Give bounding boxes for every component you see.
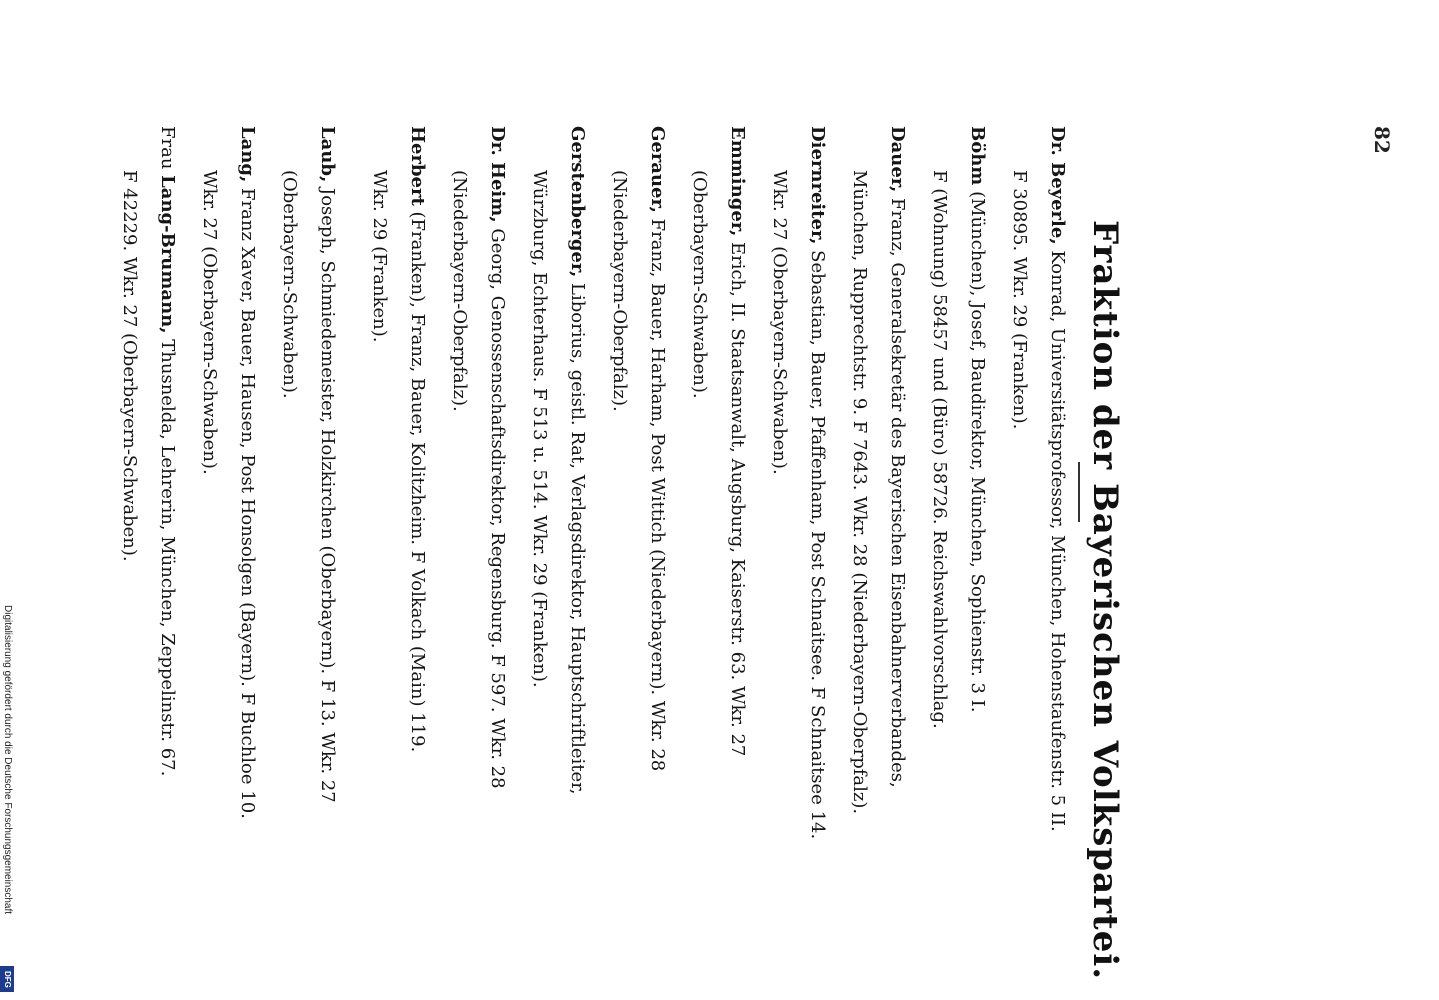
title-divider: [1078, 462, 1080, 522]
member-name: Dr. Beyerle,: [1047, 126, 1068, 245]
member-name: Herbert: [407, 126, 428, 206]
member-entry: [600, 126, 676, 866]
member-name: Dauer,: [887, 126, 908, 193]
member-name: Diernreiter,: [807, 126, 828, 245]
member-details: (Franken), Franz, Bauer, Kolitzheim. F Volkach (Main) 119.: [407, 205, 428, 753]
member-details: Thusnelda, Lehrerin, München, Zeppelinstr. 67.: [157, 333, 178, 777]
member-details: Franz Xaver, Bauer, Hausen, Post Honsolgen (Bayern). F Buchloe 10.: [237, 182, 258, 819]
member-details: Joseph, Schmiedemeister, Holzkirchen (Oberbayern). F 13. Wkr. 27: [317, 182, 338, 803]
member-details-cont: Wkr. 27 (Oberbayern-Schwaben).: [769, 170, 790, 475]
member-name: Lang-Brumann,: [157, 175, 178, 334]
member-details: Konrad, Universitätsprofessor, München, Hohenstaufenstr. 5 II.: [1047, 244, 1068, 832]
member-entry: [1000, 126, 1076, 866]
member-details-cont: F 30895. Wkr. 29 (Franken).: [1009, 170, 1030, 430]
member-details: Franz, Generalsekretär des Bayerischen Eisenbahnerverbandes,: [887, 192, 908, 788]
member-name: Laub,: [317, 126, 338, 183]
member-details-cont: Wkr. 27 (Oberbayern-Schwaben).: [199, 170, 220, 475]
member-entry: [360, 126, 436, 866]
member-details: Liborius, geistl. Rat, Verlagsdirektor, Hauptschriftleiter,: [567, 277, 588, 795]
member-details-cont: F (Wohnung) 58457 und (Büro) 58726. Reichswahlvorschlag.: [929, 170, 950, 729]
dfg-logo: DFG: [0, 966, 14, 992]
member-name: Dr. Heim,: [487, 126, 508, 223]
page-title: Fraktion der Bayerischen Volkspartei.: [1085, 220, 1125, 981]
member-details-cont: (Oberbayern-Schwaben).: [279, 170, 300, 399]
member-details: (München), Josef, Baudirektor, München, Sophienstr. 3 I.: [967, 185, 988, 713]
member-name: Lang,: [237, 126, 258, 183]
member-name: Gerstenberger,: [567, 126, 588, 278]
member-entry: [920, 126, 996, 866]
member-entry: [190, 126, 266, 866]
member-entry: [680, 126, 756, 866]
member-prefix: Frau: [157, 126, 178, 176]
member-details-cont: München, Rupprechtstr. 9. F 7643. Wkr. 28 (Niederbayern-Oberpfalz).: [849, 170, 870, 815]
member-name: Emminger,: [727, 126, 748, 237]
member-details-cont: (Niederbayern-Oberpfalz).: [609, 170, 630, 412]
digitization-note: Digitalisierung gefördert durch die Deutsche Forschungsgemeinschaft: [2, 605, 13, 915]
member-details-cont: Wkr. 29 (Franken).: [369, 170, 390, 343]
member-details: Franz, Bauer, Harham, Post Wittich (Niederbayern). Wkr. 28: [647, 212, 668, 772]
member-name: Böhm: [967, 126, 988, 186]
member-name: Gerauer,: [647, 126, 668, 213]
member-details: Sebastian, Bauer, Pfaffenham, Post Schnaitsee. F Schnaitsee 14.: [807, 244, 828, 840]
member-details-cont: (Oberbayern-Schwaben).: [689, 170, 710, 399]
member-entry: [110, 126, 186, 866]
member-entry: [840, 126, 916, 866]
member-details-cont: Würzburg, Echterhaus. F 513 u. 514. Wkr. 29 (Franken).: [529, 170, 550, 688]
member-details: Erich, II. Staatsanwalt, Augsburg, Kaiserstr. 63. Wkr. 27: [727, 236, 748, 757]
member-details: Georg, Genossenschaftsdirektor, Regensburg. F 597. Wkr. 28: [487, 222, 508, 789]
page-number: 82: [1370, 126, 1394, 154]
member-entry: [440, 126, 516, 866]
member-entry: [520, 126, 596, 866]
member-entry: [760, 126, 836, 866]
member-entry: [270, 126, 346, 866]
member-details-cont: (Niederbayern-Oberpfalz).: [449, 170, 470, 412]
member-details-cont: F 42229. Wkr. 27 (Oberbayern-Schwaben).: [119, 170, 140, 562]
